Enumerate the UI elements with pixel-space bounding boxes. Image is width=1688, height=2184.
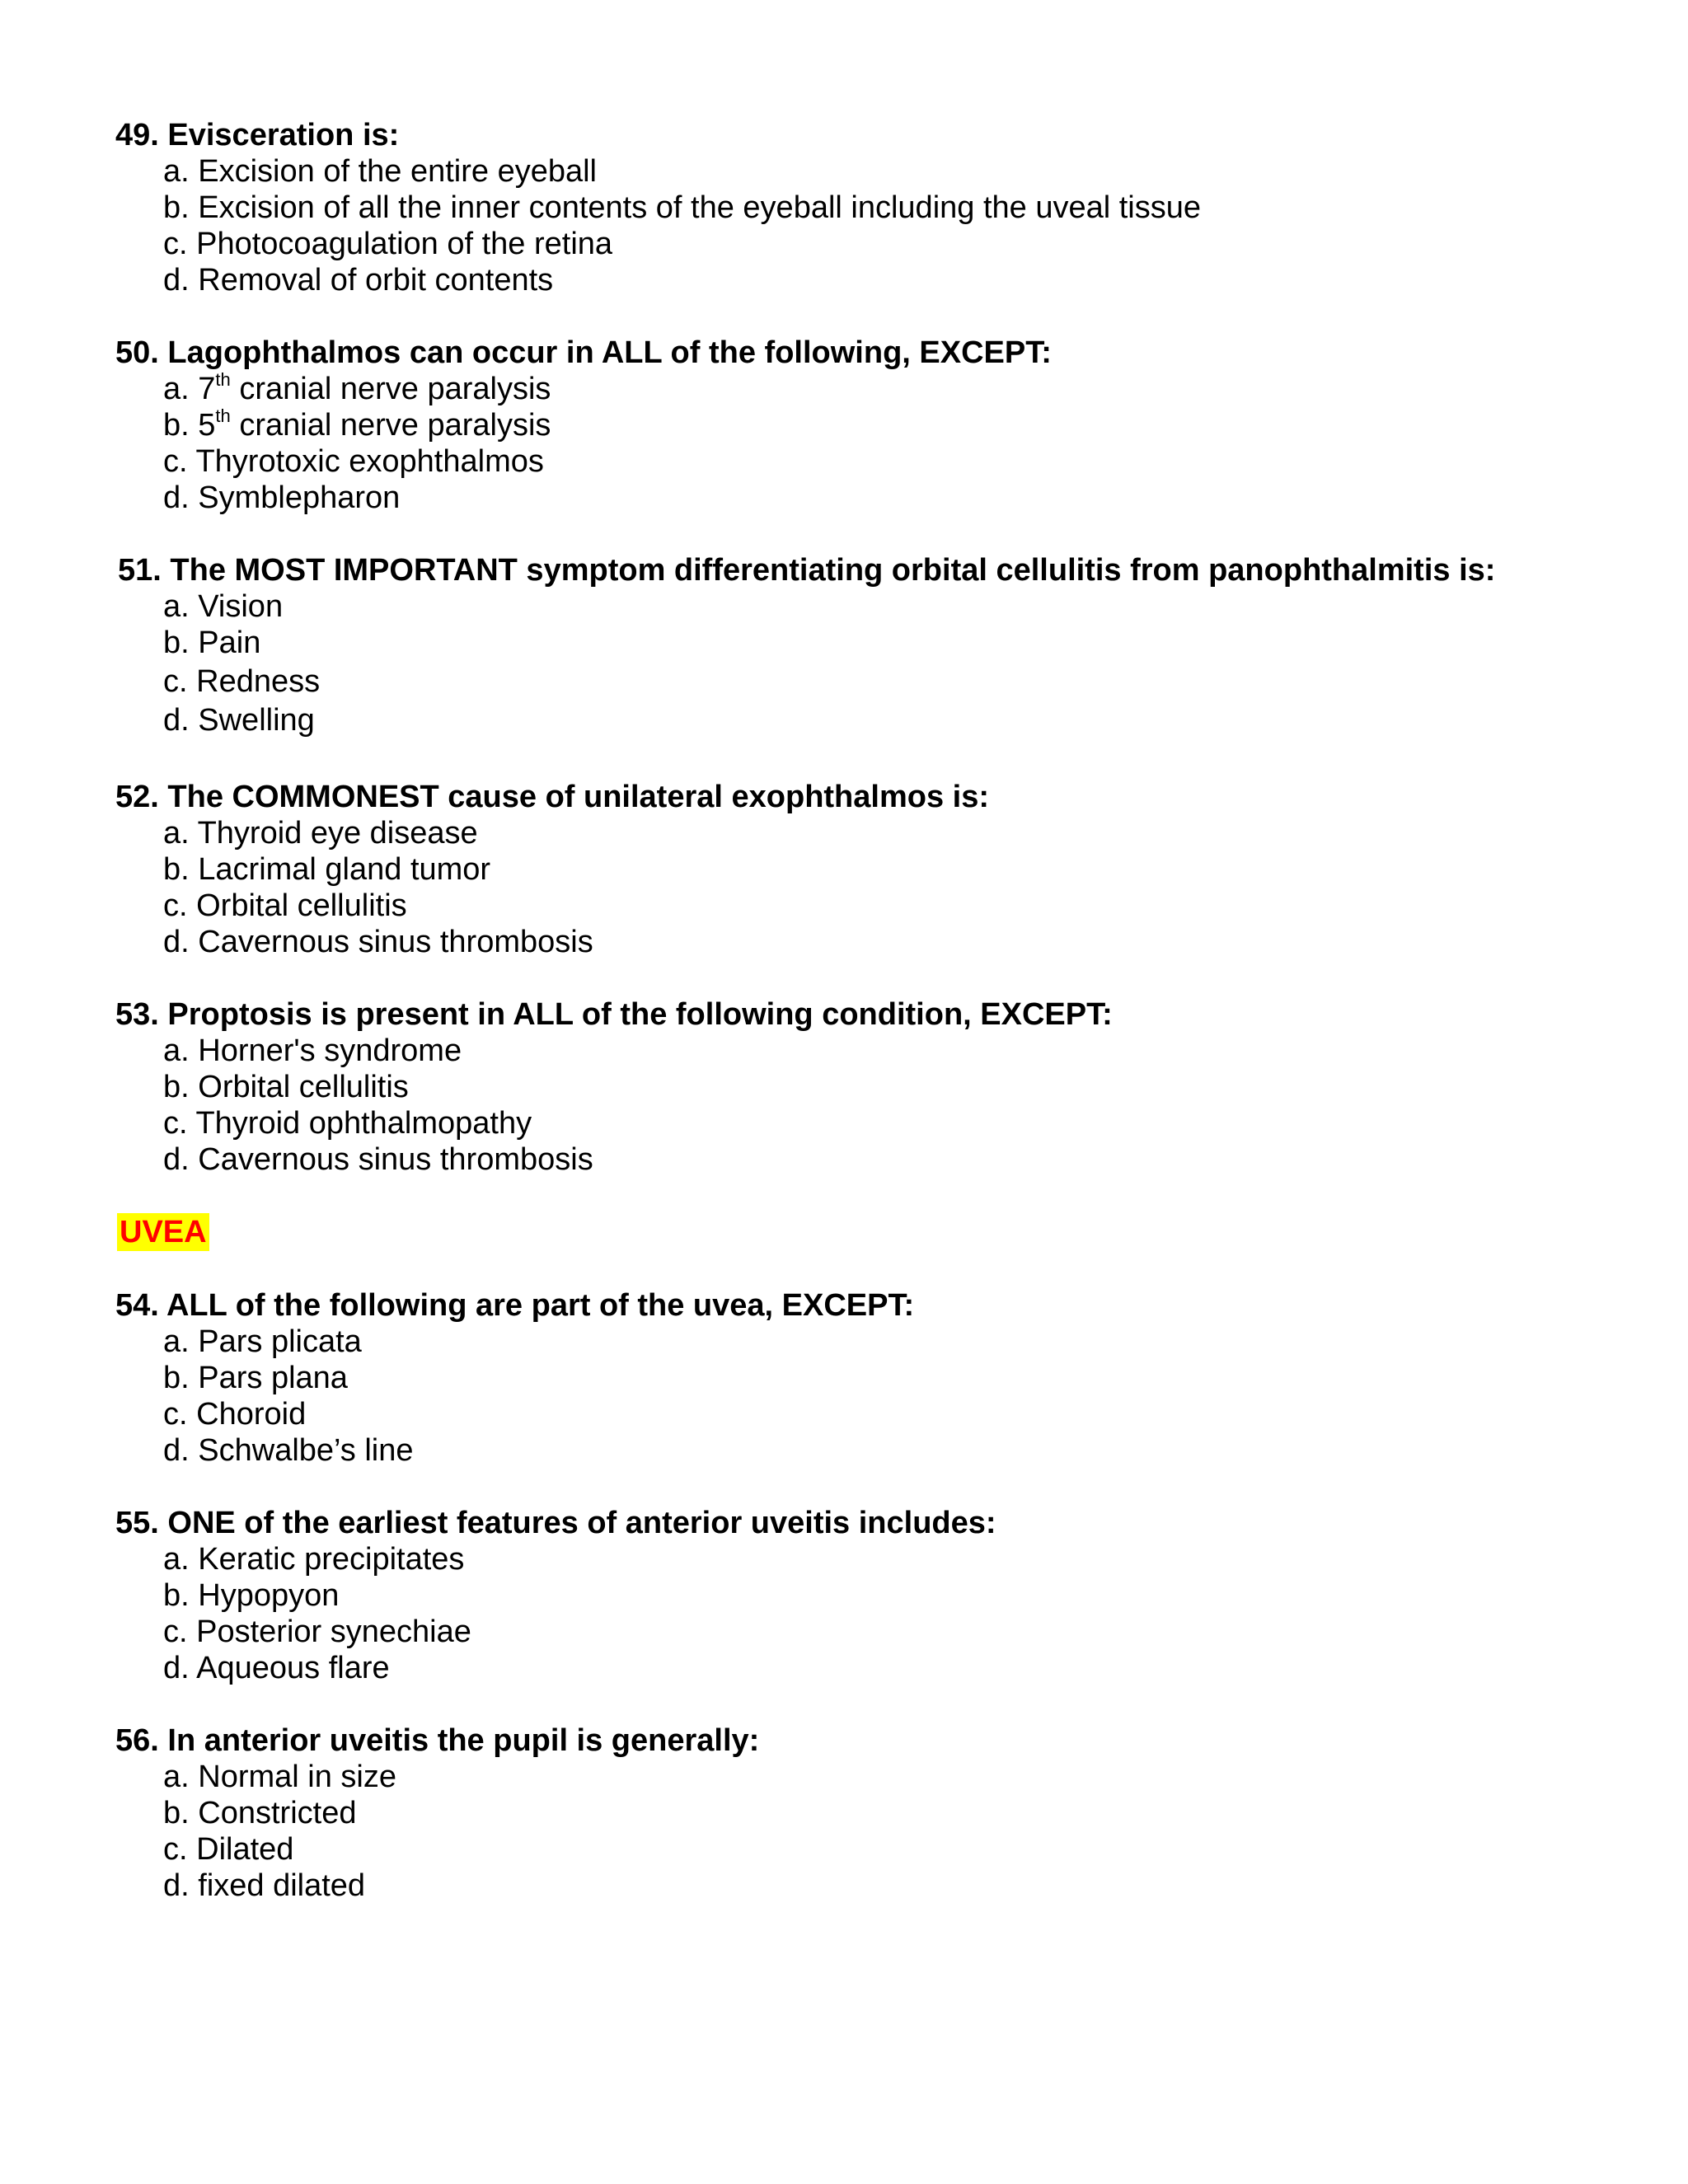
option-b: b. Lacrimal gland tumor <box>163 852 491 887</box>
question-54 <box>115 1287 1615 1469</box>
question-49 <box>115 117 1615 298</box>
question-51 <box>118 552 1618 738</box>
question-50 <box>115 335 1615 516</box>
option-c: c. Posterior synechiae <box>163 1615 471 1649</box>
question-stem: 50. Lagophthalmos can occur in ALL of the following, EXCEPT: <box>115 335 1052 370</box>
option-d: d. Cavernous sinus thrombosis <box>163 925 593 959</box>
option-c: c. Thyroid ophthalmopathy <box>163 1106 532 1141</box>
option-d: d. Removal of orbit contents <box>163 263 554 298</box>
option-a: a. Vision <box>163 589 284 624</box>
option-c: c. Redness <box>163 664 321 699</box>
answer-options <box>118 588 1618 738</box>
question-stem: 53. Proptosis is present in ALL of the following condition, EXCEPT: <box>115 997 1113 1032</box>
option-b: b. 5th cranial nerve paralysis <box>163 405 551 443</box>
option-d: d. Schwalbe’s line <box>163 1433 414 1468</box>
answer-options <box>115 153 1615 298</box>
question-stem: 52. The COMMONEST cause of unilateral exophthalmos is: <box>115 780 989 814</box>
question-stem: 51. The MOST IMPORTANT symptom differentiating orbital cellulitis from panophthalmitis is: <box>118 553 1496 588</box>
question-stem: 55. ONE of the earliest features of anterior uveitis includes: <box>115 1506 996 1540</box>
option-b: b. Pain <box>163 626 261 660</box>
option-c: c. Thyrotoxic exophthalmos <box>163 444 544 479</box>
option-a: a. Horner's syndrome <box>163 1033 462 1068</box>
option-c: c. Dilated <box>163 1832 294 1867</box>
option-c: c. Photocoagulation of the retina <box>163 227 613 261</box>
option-d: d. Swelling <box>163 703 315 738</box>
answer-options <box>115 815 1615 960</box>
answer-options <box>115 1541 1615 1686</box>
question-56 <box>115 1722 1615 1904</box>
option-c: c. Orbital cellulitis <box>163 888 407 923</box>
option-a: a. Keratic precipitates <box>163 1542 465 1577</box>
option-b: b. Orbital cellulitis <box>163 1070 409 1104</box>
option-d: d. Cavernous sinus thrombosis <box>163 1142 593 1177</box>
answer-options <box>115 371 1615 516</box>
question-stem: 54. ALL of the following are part of the uvea, EXCEPT: <box>115 1288 915 1323</box>
option-b: b. Pars plana <box>163 1361 348 1395</box>
option-c: c. Choroid <box>163 1397 307 1432</box>
question-55 <box>115 1505 1615 1686</box>
option-a: a. Pars plicata <box>163 1324 362 1359</box>
option-d: d. Aqueous flare <box>163 1651 390 1685</box>
option-a: a. 7th cranial nerve paralysis <box>163 369 551 406</box>
section-heading-uvea: UVEA <box>117 1213 209 1251</box>
option-d: d. fixed dilated <box>163 1868 366 1903</box>
option-b: b. Excision of all the inner contents of the eyeball including the uveal tissue <box>163 190 1202 225</box>
question-stem: 56. In anterior uveitis the pupil is generally: <box>115 1723 760 1758</box>
question-52 <box>115 779 1615 960</box>
option-a: a. Thyroid eye disease <box>163 816 478 851</box>
answer-options <box>115 1759 1615 1904</box>
option-b: b. Hypopyon <box>163 1578 340 1613</box>
option-d: d. Symblepharon <box>163 480 401 515</box>
question-53 <box>115 996 1615 1178</box>
option-a: a. Normal in size <box>163 1760 396 1794</box>
question-stem: 49. Evisceration is: <box>115 118 400 152</box>
answer-options <box>115 1033 1615 1178</box>
answer-options <box>115 1324 1615 1469</box>
option-a: a. Excision of the entire eyeball <box>163 154 597 189</box>
option-b: b. Constricted <box>163 1796 357 1830</box>
